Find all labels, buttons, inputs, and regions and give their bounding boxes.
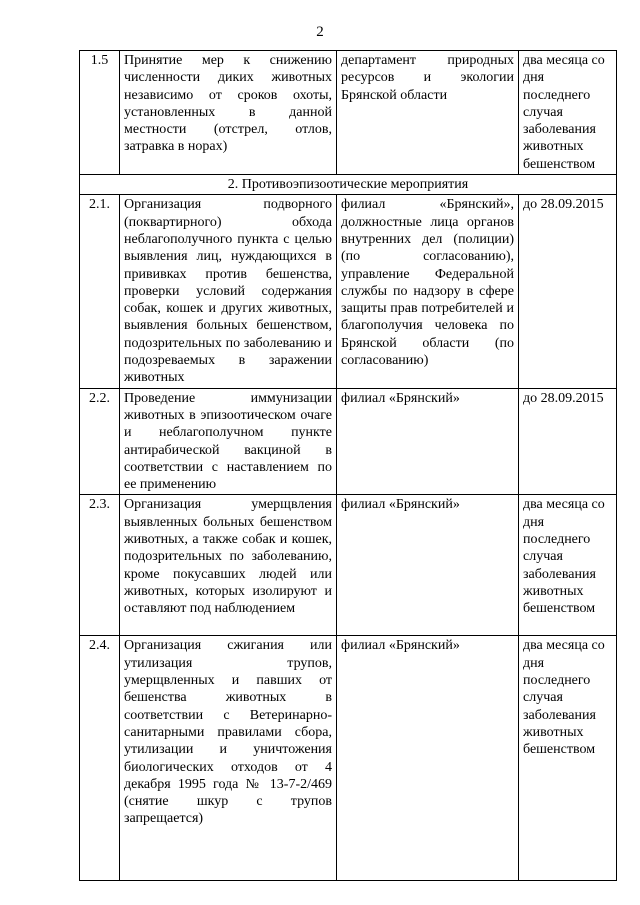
term-cell: до 28.09.2015 bbox=[519, 195, 617, 388]
table-row bbox=[80, 495, 617, 636]
row-number: 1.5 bbox=[80, 51, 120, 175]
term-cell: два месяца со дня последнего случая заболевания животных бешенством bbox=[519, 51, 617, 175]
row-number: 2.1. bbox=[80, 195, 120, 388]
responsible-cell: филиал «Брянский» bbox=[337, 388, 519, 495]
row-number: 2.3. bbox=[80, 495, 120, 636]
table-row bbox=[80, 195, 617, 388]
row-number: 2.2. bbox=[80, 388, 120, 495]
section-header-row bbox=[80, 175, 617, 195]
table-row bbox=[80, 51, 617, 175]
measure-cell: Организация подворного (поквартирного) обхода неблагополучного пункта с целью выявления лиц, нуждающихся в прививках против бешенства, проверки условий содержания собак, кошек и других животных, выявления больных бешенством, подозрительных по заболеванию и подозреваемых в заражении животных bbox=[120, 195, 337, 388]
responsible-cell: филиал «Брянский», должностные лица органов внутренних дел (полиции) (по согласованию), управление Федеральной службы по надзору в сфере защиты прав потребителей и благополучия человека по Брянской области (по согласованию) bbox=[337, 195, 519, 388]
responsible-cell: филиал «Брянский» bbox=[337, 495, 519, 636]
term-cell: два месяца со дня последнего случая заболевания животных бешенством bbox=[519, 495, 617, 636]
responsible-cell: департамент природных ресурсов и экологии Брянской области bbox=[337, 51, 519, 175]
section-title: 2. Противоэпизоотические мероприятия bbox=[80, 175, 617, 195]
measures-table bbox=[79, 50, 617, 881]
responsible-cell: филиал «Брянский» bbox=[337, 636, 519, 881]
measure-cell: Проведение иммунизации животных в эпизоотическом очаге и неблагополучном пункте антирабической вакциной в соответствии с наставлением по ее применению bbox=[120, 388, 337, 495]
table-row bbox=[80, 388, 617, 495]
row-number: 2.4. bbox=[80, 636, 120, 881]
table-row bbox=[80, 636, 617, 881]
measure-cell: Организация умерщвления выявленных больных бешенством животных, а также собак и кошек, подозрительных по заболеванию, кроме покусавших людей или животных, которых изолируют и оставляют под наблюдением bbox=[120, 495, 337, 636]
measure-cell: Принятие мер к снижению численности диких животных независимо от сроков охоты, установленных в данной местности (отстрел, отлов, затравка в норах) bbox=[120, 51, 337, 175]
term-cell: до 28.09.2015 bbox=[519, 388, 617, 495]
term-cell: два месяца со дня последнего случая заболевания животных бешенством bbox=[519, 636, 617, 881]
page-number: 2 bbox=[316, 24, 324, 40]
measure-cell: Организация сжигания или утилизация трупов, умерщвленных и павших от бешенства животных в соответствии с Ветеринарно-санитарными правилами сбора, утилизации и уничтожения биологических отходов от 4 декабря 1995 года № 13-7-2/469 (снятие шкур с трупов запрещается) bbox=[120, 636, 337, 881]
